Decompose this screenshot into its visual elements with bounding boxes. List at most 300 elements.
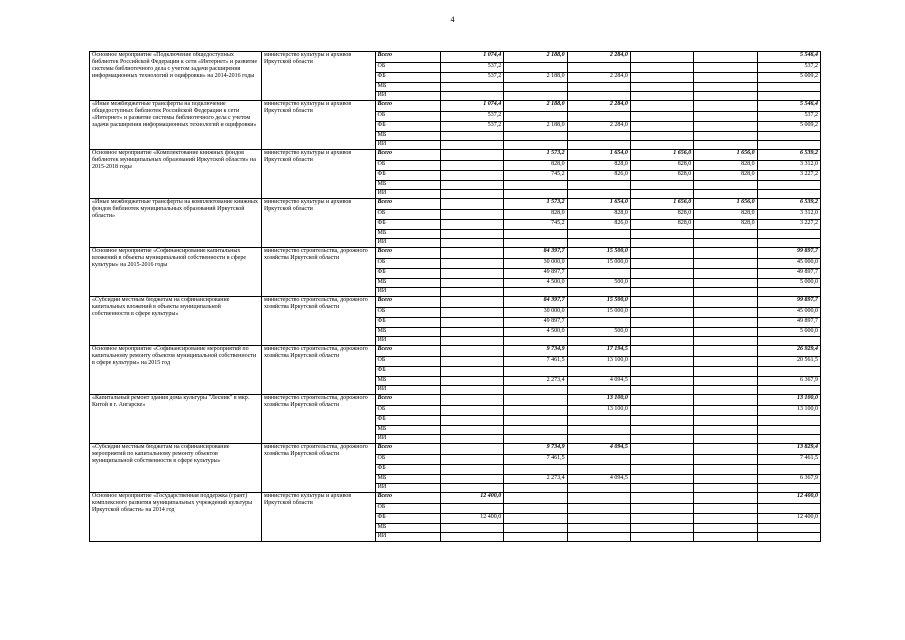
total-cell: 45 000,0 bbox=[757, 259, 820, 269]
amount-cell bbox=[504, 435, 567, 444]
amount-cell bbox=[694, 297, 757, 308]
amount-cell bbox=[567, 465, 630, 475]
total-cell bbox=[757, 426, 820, 435]
amount-cell bbox=[567, 514, 630, 524]
amount-cell: 1 074,4 bbox=[440, 52, 503, 63]
amount-cell bbox=[630, 337, 693, 346]
amount-cell bbox=[567, 112, 630, 122]
amount-cell bbox=[440, 181, 503, 190]
amount-cell bbox=[630, 533, 693, 542]
amount-cell bbox=[630, 288, 693, 297]
amount-cell bbox=[567, 337, 630, 346]
amount-cell bbox=[567, 504, 630, 514]
amount-cell bbox=[694, 367, 757, 377]
amount-cell: 828,0 bbox=[567, 161, 630, 171]
amount-cell bbox=[630, 444, 693, 455]
amount-cell bbox=[440, 161, 503, 171]
funding-source: ОБ bbox=[375, 112, 440, 122]
funding-source: МБ bbox=[375, 181, 440, 190]
amount-cell bbox=[694, 190, 757, 199]
activity-name: «Иные межбюджетные трансферты на комплектование книжных фондов библиотек муниципальных образований Иркутской области» bbox=[90, 199, 262, 248]
amount-cell: 537,2 bbox=[440, 63, 503, 73]
total-cell: 537,2 bbox=[757, 63, 820, 73]
table-row bbox=[90, 493, 821, 504]
amount-cell bbox=[630, 377, 693, 386]
amount-cell bbox=[630, 386, 693, 395]
total-cell bbox=[757, 435, 820, 444]
amount-cell bbox=[567, 533, 630, 542]
amount-cell: 30 000,0 bbox=[504, 308, 567, 318]
amount-cell bbox=[630, 367, 693, 377]
funding-source: МБ bbox=[375, 475, 440, 484]
amount-cell bbox=[567, 132, 630, 141]
amount-cell bbox=[694, 406, 757, 416]
amount-cell bbox=[694, 318, 757, 328]
amount-cell bbox=[630, 493, 693, 504]
amount-cell bbox=[694, 239, 757, 248]
amount-cell bbox=[694, 426, 757, 435]
amount-cell bbox=[567, 426, 630, 435]
amount-cell bbox=[694, 181, 757, 190]
amount-cell: 12 400,0 bbox=[440, 493, 503, 504]
funding-source: МБ bbox=[375, 328, 440, 337]
amount-cell: 828,0 bbox=[630, 220, 693, 230]
total-cell: 537,2 bbox=[757, 112, 820, 122]
executor: министерство культуры и архивов Иркутской области bbox=[261, 101, 375, 150]
amount-cell: 1 656,0 bbox=[630, 150, 693, 161]
amount-cell: 30 000,0 bbox=[504, 259, 567, 269]
amount-cell bbox=[694, 230, 757, 239]
total-cell: 6 539,2 bbox=[757, 199, 820, 210]
amount-cell bbox=[567, 386, 630, 395]
amount-cell bbox=[504, 426, 567, 435]
amount-cell bbox=[694, 514, 757, 524]
amount-cell bbox=[567, 288, 630, 297]
amount-cell bbox=[630, 328, 693, 337]
amount-cell bbox=[440, 357, 503, 367]
amount-cell bbox=[440, 92, 503, 101]
amount-cell: 2 188,0 bbox=[504, 122, 567, 132]
amount-cell: 4 094,5 bbox=[567, 377, 630, 386]
executor: министерство строительства, дорожного хозяйства Иркутской области bbox=[261, 248, 375, 297]
amount-cell bbox=[630, 524, 693, 533]
amount-cell bbox=[694, 395, 757, 406]
amount-cell: 826,0 bbox=[567, 220, 630, 230]
amount-cell bbox=[694, 63, 757, 73]
funding-source: МБ bbox=[375, 426, 440, 435]
total-cell bbox=[757, 416, 820, 426]
executor: министерство строительства, дорожного хозяйства Иркутской области bbox=[261, 297, 375, 346]
amount-cell bbox=[694, 83, 757, 92]
amount-cell bbox=[567, 484, 630, 493]
funding-source: МБ bbox=[375, 279, 440, 288]
amount-cell bbox=[694, 92, 757, 101]
amount-cell bbox=[440, 395, 503, 406]
amount-cell: 84 397,7 bbox=[504, 297, 567, 308]
amount-cell bbox=[504, 386, 567, 395]
amount-cell bbox=[440, 346, 503, 357]
amount-cell: 2 273,4 bbox=[504, 475, 567, 484]
funding-source: ФБ bbox=[375, 122, 440, 132]
funding-source: МБ bbox=[375, 524, 440, 533]
amount-cell bbox=[440, 150, 503, 161]
total-cell: 3 227,2 bbox=[757, 220, 820, 230]
funding-source: ИИ bbox=[375, 141, 440, 150]
total-cell bbox=[757, 181, 820, 190]
amount-cell: 828,0 bbox=[567, 210, 630, 220]
funding-source: ОБ bbox=[375, 308, 440, 318]
amount-cell: 4 500,0 bbox=[504, 279, 567, 288]
amount-cell bbox=[630, 455, 693, 465]
activity-name: Основное мероприятие «Софинансирование капитальных вложений в объекты муниципальной собственности в сфере культуры» на 2015-2016 годы bbox=[90, 248, 262, 297]
amount-cell: 4 500,0 bbox=[504, 328, 567, 337]
amount-cell bbox=[504, 181, 567, 190]
amount-cell: 2 284,0 bbox=[567, 122, 630, 132]
funding-source: ОБ bbox=[375, 63, 440, 73]
amount-cell bbox=[504, 288, 567, 297]
total-cell: 6 367,9 bbox=[757, 475, 820, 484]
amount-cell: 1 573,2 bbox=[504, 150, 567, 161]
total-cell: 7 461,5 bbox=[757, 455, 820, 465]
amount-cell bbox=[694, 279, 757, 288]
amount-cell: 500,0 bbox=[567, 279, 630, 288]
funding-source: ИИ bbox=[375, 533, 440, 542]
funding-source: ФБ bbox=[375, 220, 440, 230]
amount-cell bbox=[630, 504, 693, 514]
amount-cell bbox=[567, 230, 630, 239]
amount-cell bbox=[440, 533, 503, 542]
amount-cell bbox=[694, 377, 757, 386]
activity-name: «Субсидии местным бюджетам на софинансирование капитальных вложений в объекты муниципальной собственности в сфере культуры» bbox=[90, 297, 262, 346]
executor: министерство культуры и архивов Иркутской области bbox=[261, 199, 375, 248]
amount-cell: 2 284,0 bbox=[567, 101, 630, 112]
amount-cell bbox=[567, 455, 630, 465]
total-cell: 5 009,2 bbox=[757, 73, 820, 83]
funding-source: ОБ bbox=[375, 259, 440, 269]
amount-cell: 1 656,0 bbox=[694, 199, 757, 210]
amount-cell bbox=[567, 190, 630, 199]
amount-cell bbox=[567, 435, 630, 444]
amount-cell: 2 284,0 bbox=[567, 73, 630, 83]
amount-cell: 84 397,7 bbox=[504, 248, 567, 259]
amount-cell: 828,0 bbox=[630, 171, 693, 181]
total-cell bbox=[757, 504, 820, 514]
funding-source: ФБ bbox=[375, 367, 440, 377]
amount-cell: 828,0 bbox=[504, 161, 567, 171]
amount-cell bbox=[630, 426, 693, 435]
amount-cell bbox=[630, 83, 693, 92]
table-row bbox=[90, 395, 821, 406]
amount-cell: 745,2 bbox=[504, 220, 567, 230]
amount-cell bbox=[694, 288, 757, 297]
amount-cell bbox=[694, 493, 757, 504]
activity-name: Основное мероприятие «Комплектование книжных фондов библиотек муниципальных образований Иркутской области» на 2015-2018 годы bbox=[90, 150, 262, 199]
table-row bbox=[90, 248, 821, 259]
funding-source: МБ bbox=[375, 132, 440, 141]
total-cell: 5 000,0 bbox=[757, 279, 820, 288]
amount-cell bbox=[630, 465, 693, 475]
amount-cell: 1 656,0 bbox=[694, 150, 757, 161]
amount-cell bbox=[504, 406, 567, 416]
amount-cell bbox=[694, 357, 757, 367]
funding-source: ФБ bbox=[375, 73, 440, 83]
amount-cell bbox=[504, 63, 567, 73]
amount-cell bbox=[630, 357, 693, 367]
amount-cell bbox=[630, 514, 693, 524]
total-cell bbox=[757, 132, 820, 141]
amount-cell: 2 273,4 bbox=[504, 377, 567, 386]
amount-cell bbox=[440, 132, 503, 141]
funding-source: Всего bbox=[375, 297, 440, 308]
amount-cell bbox=[630, 318, 693, 328]
amount-cell: 2 188,0 bbox=[504, 52, 567, 63]
page-number: 4 bbox=[450, 15, 455, 24]
amount-cell bbox=[630, 122, 693, 132]
total-cell bbox=[757, 92, 820, 101]
amount-cell bbox=[694, 465, 757, 475]
total-cell bbox=[757, 337, 820, 346]
amount-cell bbox=[567, 181, 630, 190]
total-cell bbox=[757, 524, 820, 533]
funding-source: ФБ bbox=[375, 171, 440, 181]
total-cell bbox=[757, 367, 820, 377]
amount-cell bbox=[630, 248, 693, 259]
amount-cell bbox=[440, 484, 503, 493]
funding-source: Всего bbox=[375, 248, 440, 259]
amount-cell: 828,0 bbox=[694, 210, 757, 220]
amount-cell bbox=[630, 73, 693, 83]
amount-cell bbox=[630, 297, 693, 308]
amount-cell: 4 094,5 bbox=[567, 444, 630, 455]
amount-cell bbox=[694, 533, 757, 542]
amount-cell bbox=[440, 318, 503, 328]
amount-cell: 828,0 bbox=[504, 210, 567, 220]
total-cell: 3 227,2 bbox=[757, 171, 820, 181]
amount-cell bbox=[440, 199, 503, 210]
amount-cell bbox=[440, 269, 503, 279]
table-row bbox=[90, 101, 821, 112]
amount-cell: 828,0 bbox=[694, 161, 757, 171]
total-cell bbox=[757, 239, 820, 248]
amount-cell bbox=[440, 337, 503, 346]
funding-source: Всего bbox=[375, 444, 440, 455]
amount-cell bbox=[440, 416, 503, 426]
amount-cell: 4 094,5 bbox=[567, 475, 630, 484]
amount-cell bbox=[504, 533, 567, 542]
amount-cell: 826,0 bbox=[567, 171, 630, 181]
amount-cell bbox=[630, 141, 693, 150]
amount-cell bbox=[440, 190, 503, 199]
amount-cell bbox=[440, 426, 503, 435]
amount-cell bbox=[567, 141, 630, 150]
amount-cell bbox=[694, 416, 757, 426]
amount-cell bbox=[694, 112, 757, 122]
total-cell: 5 546,4 bbox=[757, 101, 820, 112]
total-cell bbox=[757, 83, 820, 92]
amount-cell bbox=[440, 328, 503, 337]
amount-cell: 15 500,0 bbox=[567, 248, 630, 259]
funding-source: Всего bbox=[375, 493, 440, 504]
total-cell: 12 400,0 bbox=[757, 493, 820, 504]
amount-cell bbox=[504, 484, 567, 493]
funding-source: ОБ bbox=[375, 406, 440, 416]
amount-cell bbox=[440, 435, 503, 444]
total-cell: 13 829,4 bbox=[757, 444, 820, 455]
amount-cell bbox=[440, 524, 503, 533]
amount-cell bbox=[694, 122, 757, 132]
total-cell: 5 546,4 bbox=[757, 52, 820, 63]
amount-cell bbox=[630, 181, 693, 190]
amount-cell: 7 461,5 bbox=[504, 455, 567, 465]
total-cell: 13 100,0 bbox=[757, 395, 820, 406]
amount-cell bbox=[694, 269, 757, 279]
amount-cell bbox=[440, 465, 503, 475]
amount-cell bbox=[440, 475, 503, 484]
amount-cell bbox=[504, 92, 567, 101]
total-cell: 45 000,0 bbox=[757, 308, 820, 318]
amount-cell: 49 897,7 bbox=[504, 318, 567, 328]
amount-cell bbox=[504, 367, 567, 377]
amount-cell: 12 400,0 bbox=[440, 514, 503, 524]
amount-cell: 15 000,0 bbox=[567, 259, 630, 269]
amount-cell bbox=[440, 308, 503, 318]
amount-cell bbox=[440, 406, 503, 416]
amount-cell bbox=[567, 318, 630, 328]
amount-cell bbox=[567, 63, 630, 73]
total-cell: 49 897,7 bbox=[757, 318, 820, 328]
amount-cell: 828,0 bbox=[630, 210, 693, 220]
amount-cell bbox=[630, 435, 693, 444]
amount-cell bbox=[504, 239, 567, 248]
amount-cell bbox=[694, 386, 757, 395]
total-cell: 99 897,7 bbox=[757, 297, 820, 308]
funding-source: ИИ bbox=[375, 484, 440, 493]
amount-cell bbox=[567, 92, 630, 101]
amount-cell: 1 654,0 bbox=[567, 150, 630, 161]
amount-cell: 828,0 bbox=[694, 171, 757, 181]
total-cell bbox=[757, 386, 820, 395]
funding-source: Всего bbox=[375, 395, 440, 406]
amount-cell: 1 573,2 bbox=[504, 199, 567, 210]
amount-cell bbox=[630, 308, 693, 318]
total-cell bbox=[757, 288, 820, 297]
amount-cell bbox=[440, 210, 503, 220]
amount-cell bbox=[630, 132, 693, 141]
total-cell: 13 100,0 bbox=[757, 406, 820, 416]
amount-cell: 2 284,0 bbox=[567, 52, 630, 63]
amount-cell: 828,0 bbox=[694, 220, 757, 230]
amount-cell bbox=[440, 455, 503, 465]
activity-name: «Субсидии местным бюджетам на софинансирование мероприятий по капитальному ремонту объектов муниципальной собственности в сфере культуры» bbox=[90, 444, 262, 493]
total-cell: 26 929,4 bbox=[757, 346, 820, 357]
amount-cell bbox=[694, 475, 757, 484]
amount-cell bbox=[630, 279, 693, 288]
amount-cell bbox=[694, 524, 757, 533]
amount-cell: 15 500,0 bbox=[567, 297, 630, 308]
amount-cell bbox=[694, 248, 757, 259]
funding-source: ОБ bbox=[375, 161, 440, 171]
total-cell: 6 539,2 bbox=[757, 150, 820, 161]
amount-cell bbox=[504, 132, 567, 141]
funding-source: ИИ bbox=[375, 337, 440, 346]
amount-cell bbox=[504, 141, 567, 150]
amount-cell bbox=[694, 455, 757, 465]
amount-cell bbox=[567, 367, 630, 377]
table-row bbox=[90, 444, 821, 455]
amount-cell bbox=[694, 346, 757, 357]
amount-cell bbox=[630, 269, 693, 279]
funding-source: ИИ bbox=[375, 92, 440, 101]
amount-cell bbox=[440, 297, 503, 308]
amount-cell: 9 734,9 bbox=[504, 444, 567, 455]
executor: министерство культуры и архивов Иркутской области bbox=[261, 150, 375, 199]
activity-name: «Иные межбюджетные трансферты на подключение общедоступных библиотек Российской Федерации к сети «Интернет» и развитие системы библиотечного дела с учетом задачи расширения информационных технологий и оцифровки» bbox=[90, 101, 262, 150]
amount-cell: 537,2 bbox=[440, 122, 503, 132]
table-row bbox=[90, 346, 821, 357]
amount-cell bbox=[567, 416, 630, 426]
amount-cell bbox=[630, 63, 693, 73]
amount-cell: 500,0 bbox=[567, 328, 630, 337]
executor: министерство культуры и архивов Иркутской области bbox=[261, 52, 375, 101]
funding-source: ОБ bbox=[375, 357, 440, 367]
amount-cell bbox=[440, 367, 503, 377]
amount-cell bbox=[630, 259, 693, 269]
total-cell: 99 897,7 bbox=[757, 248, 820, 259]
amount-cell bbox=[440, 377, 503, 386]
funding-source: МБ bbox=[375, 377, 440, 386]
funding-source: Всего bbox=[375, 52, 440, 63]
amount-cell bbox=[440, 288, 503, 297]
funding-source: ИИ bbox=[375, 288, 440, 297]
amount-cell bbox=[440, 220, 503, 230]
amount-cell bbox=[630, 406, 693, 416]
amount-cell bbox=[630, 239, 693, 248]
amount-cell bbox=[630, 416, 693, 426]
total-cell: 5 009,2 bbox=[757, 122, 820, 132]
activity-name: Основное мероприятие «Подключение общедоступных библиотек Российской Федерации к сети «Интернет» и развитие системы библиотечного дела с учетом задачи расширения информационных технологий и оцифровки» на 2014-2016 годы bbox=[90, 52, 262, 101]
amount-cell bbox=[440, 230, 503, 239]
total-cell: 20 561,5 bbox=[757, 357, 820, 367]
total-cell: 49 897,7 bbox=[757, 269, 820, 279]
amount-cell bbox=[504, 524, 567, 533]
funding-source: Всего bbox=[375, 101, 440, 112]
funding-source: ФБ bbox=[375, 514, 440, 524]
amount-cell bbox=[440, 444, 503, 455]
amount-cell bbox=[630, 112, 693, 122]
amount-cell bbox=[694, 504, 757, 514]
funding-source: ИИ bbox=[375, 435, 440, 444]
amount-cell: 2 188,0 bbox=[504, 73, 567, 83]
amount-cell bbox=[630, 92, 693, 101]
amount-cell bbox=[630, 190, 693, 199]
amount-cell bbox=[630, 101, 693, 112]
amount-cell: 2 188,0 bbox=[504, 101, 567, 112]
activity-name: «Капитальный ремонт здания дома культуры "Лесник" в мкр. Китой в г. Ангарске» bbox=[90, 395, 262, 444]
total-cell bbox=[757, 465, 820, 475]
amount-cell bbox=[504, 514, 567, 524]
amount-cell bbox=[440, 386, 503, 395]
amount-cell bbox=[504, 337, 567, 346]
amount-cell bbox=[440, 83, 503, 92]
table-row bbox=[90, 297, 821, 308]
funding-source: ФБ bbox=[375, 416, 440, 426]
table-row bbox=[90, 52, 821, 63]
executor: министерство строительства, дорожного хозяйства Иркутской области bbox=[261, 346, 375, 395]
amount-cell: 49 897,7 bbox=[504, 269, 567, 279]
table-row bbox=[90, 199, 821, 210]
amount-cell: 13 100,0 bbox=[567, 406, 630, 416]
amount-cell bbox=[694, 52, 757, 63]
